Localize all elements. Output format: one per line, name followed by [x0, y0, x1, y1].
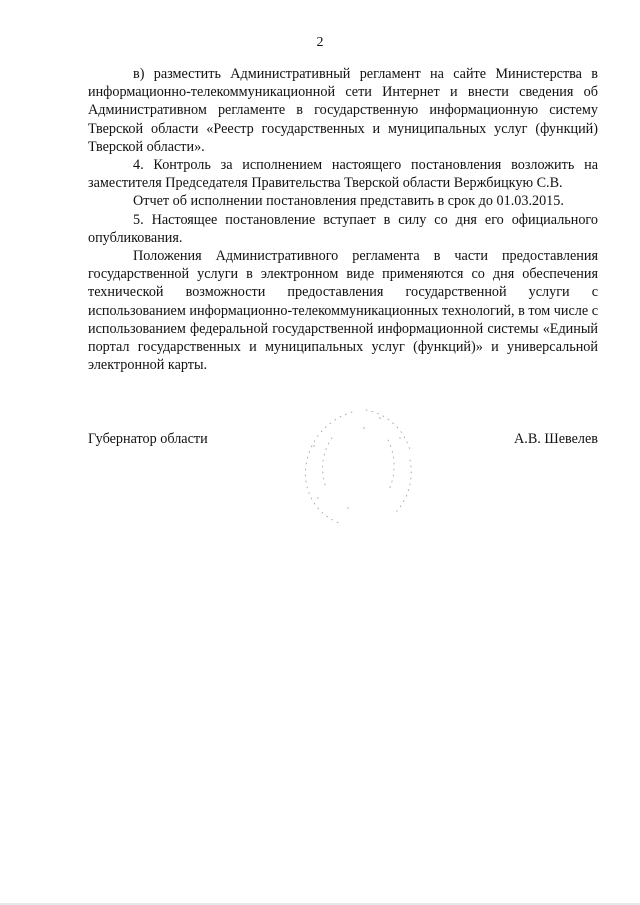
- paragraph-control: 4. Контроль за исполнением настоящего постановления возложить на заместителя Председателя Правительства Тверской области Вержбицкую С.В.: [88, 157, 598, 192]
- paragraph-publish-regulation: в) разместить Административный регламент на сайте Министерства в информационно-телекоммуникационной сети Интернет и внести сведения об Административном регламенте в государственную информационную систему Тверской области «Реестр государственных и муниципальных услуг (функций) Тверской области».: [88, 66, 598, 155]
- paragraph-effective-date: 5. Настоящее постановление вступает в силу со дня его официального опубликования.: [88, 211, 598, 246]
- document-body: [88, 65, 598, 374]
- paragraph-report-deadline: Отчет об исполнении постановления представить в срок до 01.03.2015.: [133, 193, 564, 210]
- page-number: 2: [316, 35, 324, 50]
- signatory-name: А.В. Шевелев: [514, 431, 598, 447]
- signatory-title: Губернатор области: [88, 431, 208, 447]
- faint-stamp-mark: [292, 400, 432, 530]
- paragraph-electronic-service: Положения Административного регламента в части предоставления государственной услуги в электронном виде применяются со дня обеспечения технической возможности предоставления государственной услуги с использованием информационно-телекоммуникационных технологий, в том числе с использованием федеральной государственной информационной системы «Единый портал государственных и муниципальных услуг (функций)» и универсальной электронной карты.: [88, 248, 598, 374]
